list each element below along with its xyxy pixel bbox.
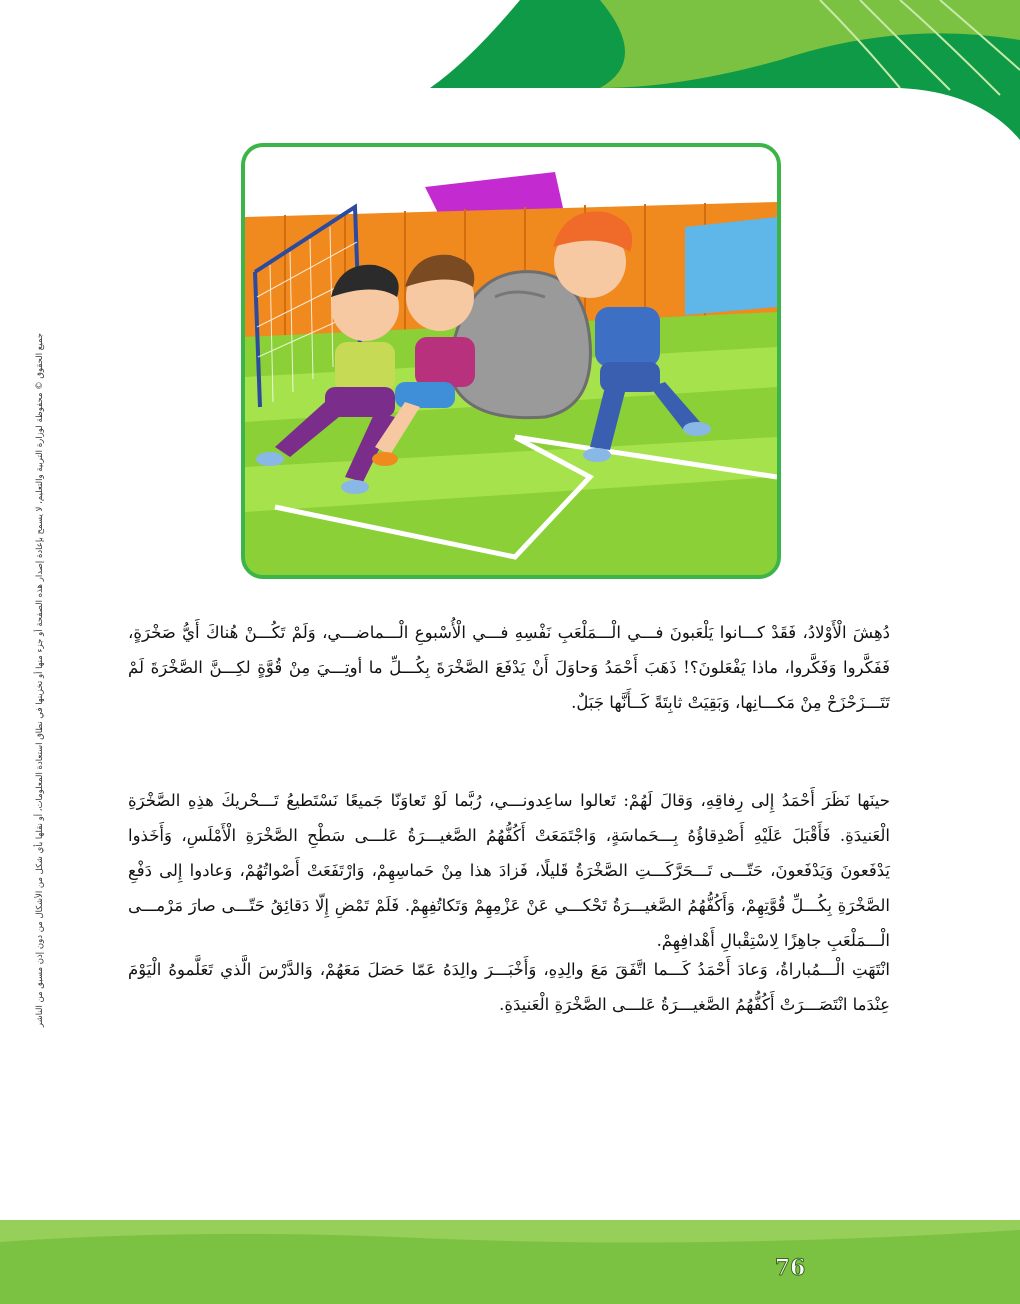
- top-green-decoration: [0, 0, 1020, 140]
- page-number: 76: [774, 1255, 806, 1281]
- story-paragraph-2: حينَها نَظَرَ أَحْمَدُ إِلى رِفاقِهِ، وَقالَ لَهُمْ: تَعالوا ساعِدونـــي، رُبَّما لَوْ تَعاوَنّا جَميعًا نَسْتَطيعُ تَـــحْريكَ هذِهِ الصَّخْرَةِ الْعَنيدَةِ. فَأَقْبَلَ عَلَيْهِ أَصْدِقاؤُهُ بِـــحَماسَةٍ، وَاجْتَمَعَتْ أَكُفُّهُمُ الصَّغيـــرَةُ عَلـــى سَطْحِ الصَّخْرَةِ الْأَمْلَسِ، وَأَخَذوا يَدْفَعونَ وَيَدْفَعونَ، حَتّـــى تَـــحَرَّكَـــتِ الصَّخْرَةُ قَليلًا، فَزادَ هذا مِنْ حَماسِهِمْ، وَارْتَفَعَتْ أَصْواتُهُمْ، وَعادوا إِلى دَفْعِ الصَّخْرَةِ بِكُـــلِّ قُوَّتِهِمْ، وَأَكُفُّهُمُ الصَّغيـــرَةُ تَحْكـــي عَنْ عَزْمِهِمْ وَتَكاتُفِهِمْ. فَلَمْ تَمْضِ إِلّا دَقائِقُ حَتّـــى صارَ مَرْمـــى الْـــمَلْعَبِ جاهِزًا لِاسْتِقْبالِ أَهْدافِهِمْ.: [128, 791, 890, 950]
- story-illustration: [241, 143, 781, 579]
- story-paragraph-3: انْتَهَتِ الْـــمُباراةُ، وَعادَ أَحْمَدُ كَـــما اتَّفَقَ مَعَ والِدِهِ، وَأَخْبَـــرَ والِدَهُ عَمّا حَصَلَ مَعَهُمْ، وَالدَّرْسَ الَّذي تَعَلَّموهُ الْيَوْمَ عِنْدَما انْتَصَـــرَتْ أَكُفُّهُمُ الصَّغيـــرَةُ عَلـــى الصَّخْرَةِ الْعَنيدَةِ.: [128, 960, 890, 1014]
- story-paragraph-1: دُهِشَ الْأَوْلادُ، فَقَدْ كـــانوا يَلْعَبونَ فـــي الْـــمَلْعَبِ نَفْسِهِ فـــي الْأُسْبوعِ الْـــماضـــي، وَلَمْ تَكُـــنْ هُناكَ أَيُّ صَخْرَةٍ، فَفَكَّروا وَفَكَّروا، ماذا يَفْعَلونَ؟! ذَهَبَ أَحْمَدُ وَحاوَلَ أَنْ يَدْفَعَ الصَّخْرَةَ بِكُـــلِّ ما أوتِـــيَ مِنْ قُوَّةٍ لكِـــنَّ الصَّخْرَةَ لَمْ تَتَـــزَحْزَحْ مِنْ مَكـــانِها، وَبَقِيَتْ ثابِتَةً كَــأَنَّها جَبَلٌ.: [128, 623, 890, 712]
- copyright-notice: [30, 300, 50, 1060]
- copyright-text: جميع الحقوق © محفوظة لوزارة التربية والتعليم، لا يسمح بإعادة إصدار هذه الصفحة أو جزء منها أو تخزينها في نطاق استعادة المعلومات، أو نقلها بأي شكل من الأشكال من دون إذن مسبق من الناشر: [35, 332, 45, 1028]
- bottom-green-decoration: [0, 1220, 1020, 1304]
